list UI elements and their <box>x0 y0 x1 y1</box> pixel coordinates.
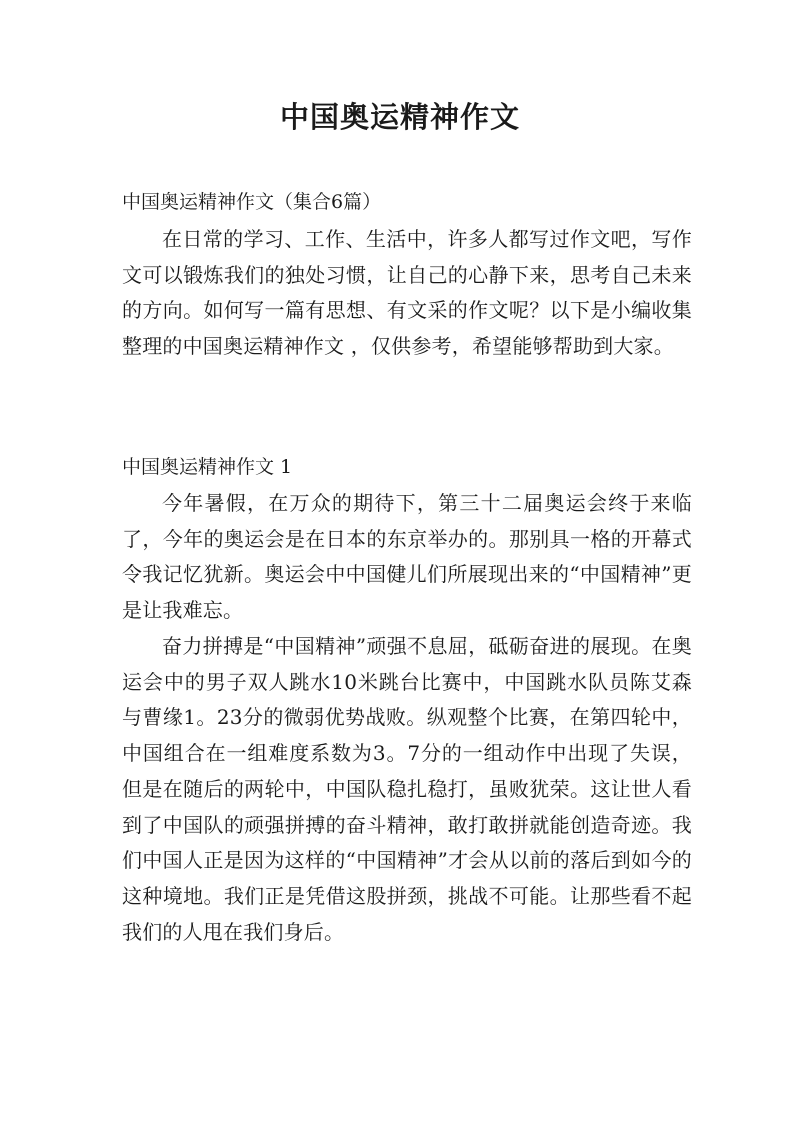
essay-paragraph-2: 奋力拼搏是“中国精神”顽强不息屈，砥砺奋进的展现。在奥运会中的男子双人跳水10米跳台比赛中，中国跳水队员陈艾森与曹缘1。23分的微弱优势战败。纵观整个比赛，在第四轮中，中国组合在一组难度系数为3。7分的一组动作中出现了失误，但是在随后的两轮中，中国队稳扎稳打，虽败犹荣。这让世人看到了中国队的顽强拼搏的奋斗精神，敢打敢拼就能创造奇迹。我们中国人正是因为这样的“中国精神”才会从以前的落后到如今的这种境地。我们正是凭借这股拼颈，挑战不可能。让那些看不起我们的人甩在我们身后。 <box>122 634 692 944</box>
document-title: 中国奥运精神作文 <box>279 100 520 134</box>
essay-paragraph-1: 今年暑假，在万众的期待下，第三十二届奥运会终于来临了，今年的奥运会是在日本的东京举办的。那别具一格的开幕式令我记忆犹新。奥运会中中国健儿们所展现出来的“中国精神”更是让我难忘。 <box>122 491 692 623</box>
intro-paragraph: 在日常的学习、工作、生活中，许多人都写过作文吧，写作文可以锻炼我们的独处习惯，让自己的心静下来，思考自己未来的方向。如何写一篇有思想、有文采的作文呢？以下是小编收集整理的中国奥运精神作文 ，仅供参考，希望能够帮助到大家。 <box>122 227 692 359</box>
essay-heading: 中国奥运精神作文 1 <box>122 456 293 478</box>
collection-heading: 中国奥运精神作文（集合6篇） <box>122 191 382 213</box>
